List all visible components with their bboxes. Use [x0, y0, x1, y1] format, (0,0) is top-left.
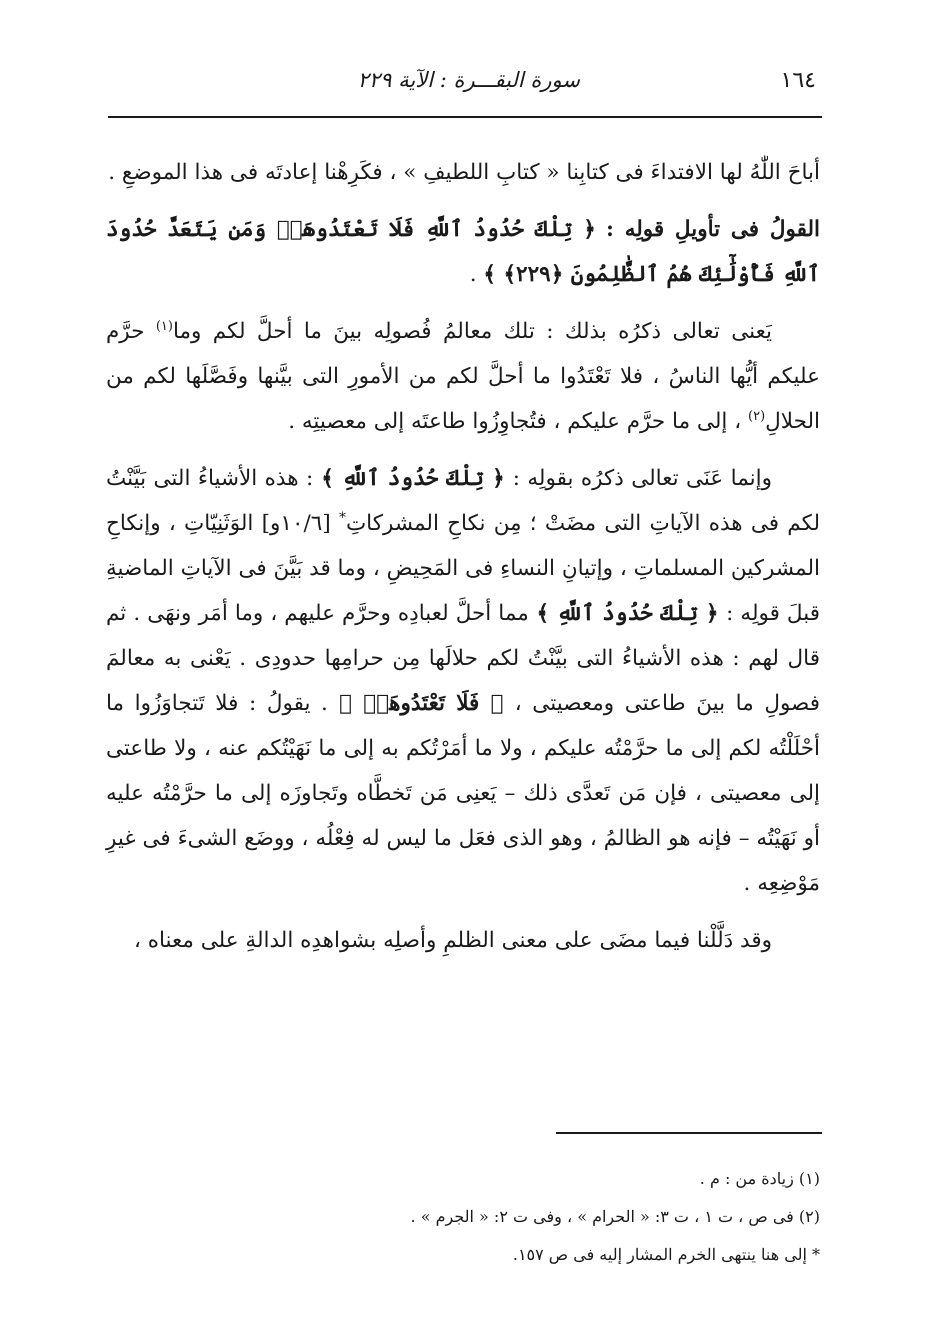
quran-verse: ﴿ تِلْكَ حُدُودُ ٱللَّهِ فَلَا تَعْتَدُوهَاۚ وَمَن يَتَعَدَّ حُدُودَ ٱللَّهِ فَأُوْلَٰٓئِكَ هُمُ ٱلظَّٰلِمُونَ ﴿٢٢٩﴾ ﴾	[106, 217, 820, 287]
footnote-ref-1: (١)	[155, 318, 173, 334]
paragraph-4-text-b: : هذه الأشياءُ التى بَيَّنْتُ لكم فى هذه الآياتِ التى مضَتْ ؛ مِن نكاحِ المشركاتِ	[106, 466, 820, 536]
header-divider	[108, 116, 822, 118]
star-footnote-ref: *	[338, 509, 346, 526]
paragraph-5-text: وقد دَلَّلْنا فيما مضَى على معنى الظلمِ وأصلِه بشواهدِه الدالةِ على معناه ،	[133, 928, 772, 953]
footnote-1: (١) زيادة من : م .	[699, 1169, 820, 1188]
page-number: ١٦٤	[780, 68, 816, 93]
paragraph-4-text-e: . يقولُ : فلا تَتجاوَزُوا ما أحْلَلْتُه لكم إلى ما حرَّمْتُه عليكم ، ولا ما أمَرْتُكم به إلى ما نَهَيْتُكم عنه ، ولا طاعتى إلى معصيتى ، فإن مَن تَعدَّى ذلك – يَعنِى مَن تَخطَّاه وتَجاوزَه إلى ما حرَّمْتُه عليه أو نَهَيْتُه – فإنه هو الظالمُ ، وهو الذى فعَل ما ليس له فِعْلُه ، ووضَع الشىءَ فى غيرِ مَوْضِعِه .	[106, 691, 820, 896]
quran-verse-quote-3: ﴿ فَلَا تَعْتَدُوهَاۚ ﴾	[327, 691, 515, 716]
main-text	[106, 150, 820, 975]
page-header	[108, 62, 820, 102]
footnote-divider	[556, 1132, 822, 1134]
footnote-star: * إلى هنا ينتهى الخرم المشار إليه فى ص ١٥٧.	[512, 1245, 820, 1264]
paragraph-2	[106, 207, 820, 297]
paragraph-4-text-c: الوَثَنِيّاتِ ، وإنكاحِ المشركين المسلماتِ ، وإتيانِ النساءِ فى المَحِيضِ ، وما قد بَيَّنَ فى الآياتِ الماضيةِ قبلَ قولِه :	[106, 511, 820, 626]
paragraph-4-text-a: وإنما عَنَى تعالى ذكرُه بقولِه :	[512, 466, 772, 491]
running-title: سورة البقـــرة : الآية ٢٢٩	[357, 68, 580, 92]
paragraph-3-text-a: يَعنى تعالى ذكرُه بذلك : تلك معالمُ فُصولِه بينَ ما أحلَّ لكم وما	[172, 319, 772, 344]
paragraph-5	[106, 918, 820, 963]
footnotes	[106, 1160, 820, 1274]
paragraph-4	[106, 456, 820, 906]
footnote-2: (٢) فى ص ، ت ١ ، ت ٣: « الحرام » ، وفى ت ٢: « الجرم » .	[410, 1207, 820, 1226]
manuscript-folio-ref: [١٠/٦و]	[253, 511, 339, 536]
paragraph-4-text-d: مما أحلَّ لعبادِه وحرَّم عليهم ، وما أمَر ونهَى . ثم قال لهم : هذه الأشياءُ التى بيَّنْتُ لكم حلالَها مِن حرامِها حدودِى . يَعْنى به معالمَ فصولِ ما بينَ طاعتى ومعصيتى ،	[106, 601, 820, 716]
footnote-ref-2: (٢)	[748, 408, 766, 424]
paragraph-3	[106, 309, 820, 444]
quran-verse-quote-1: ﴿ تِلْكَ حُدُودُ ٱللَّهِ ﴾	[313, 466, 513, 491]
section-heading: القولُ فى تأويلِ قولِه :	[606, 217, 820, 242]
paragraph-3-text-c: ، إلى ما حرَّم عليكم ، فتُجاوِزُوا طاعتَه إلى معصيتِه .	[288, 409, 748, 434]
paragraph-1	[106, 150, 820, 195]
paragraph-2-end: .	[469, 262, 484, 287]
paragraph-3-text-b: حرَّم عليكم أيُّها الناسُ ، فلا تَعْتَدُوا ما أحلَّ لكم من الأمورِ التى بيَّنها وفَصَّلَها لكم من الحلالِ	[106, 319, 820, 434]
paragraph-1-text: أباحَ اللّٰهُ لها الافتداءَ فى كتابِنا « كتابِ اللطيفِ » ، فكَرِهْنا إعادتَه فى هذا الموضعِ .	[108, 160, 820, 185]
quran-verse-quote-2: ﴿ تِلْكَ حُدُودُ ٱللَّهِ ﴾	[528, 601, 727, 626]
